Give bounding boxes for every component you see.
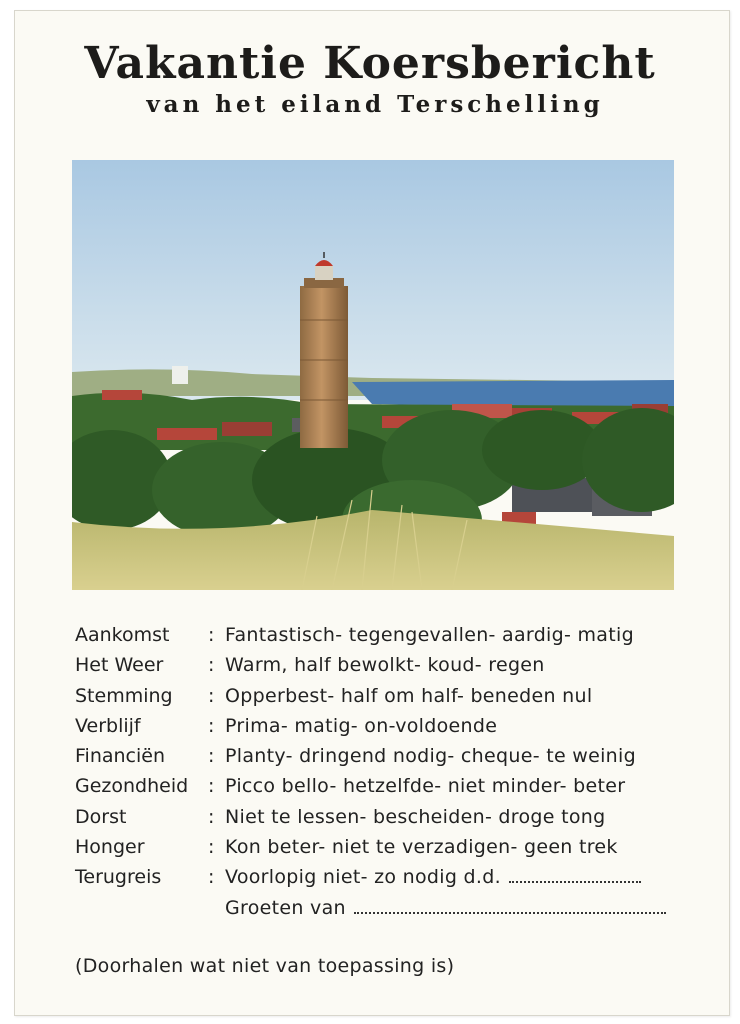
- row-aankomst: [75, 620, 715, 650]
- row-colon: :: [208, 654, 215, 677]
- row-options: Warm, half bewolkt- koud- regen: [225, 654, 545, 677]
- row-label: Gezondheid: [75, 775, 189, 798]
- row-options: Fantastisch- tegengevallen- aardig- matig: [225, 624, 634, 646]
- row-options-text: Voorlopig niet- zo nodig d.d.: [225, 866, 501, 889]
- row-gezondheid: [75, 771, 715, 801]
- greeting-line: [225, 893, 666, 923]
- name-fill-line: [354, 898, 666, 914]
- row-label: Het Weer: [75, 654, 164, 677]
- row-terugreis: [75, 862, 715, 892]
- row-stemming: [75, 681, 715, 711]
- row-colon: :: [208, 775, 215, 798]
- row-options: Kon beter- niet te verzadigen- geen trek: [225, 836, 618, 859]
- row-options: Niet te lessen- bescheiden- droge tong: [225, 805, 606, 828]
- row-options: Opperbest- half om half- beneden nul: [225, 684, 593, 707]
- row-groeten: [75, 893, 715, 923]
- date-fill-line: [509, 867, 641, 883]
- row-options: Prima- matig- on-voldoende: [225, 714, 498, 737]
- row-options: Picco bello- hetzelfde- niet minder- beter: [225, 775, 626, 798]
- footnote: (Doorhalen wat niet van toepassing is): [75, 955, 455, 977]
- row-colon: :: [208, 624, 215, 646]
- row-het-weer: [75, 650, 715, 680]
- row-label: Verblijf: [75, 714, 141, 737]
- row-colon: :: [208, 836, 215, 859]
- row-label: Aankomst: [75, 624, 170, 646]
- row-colon: :: [208, 684, 215, 707]
- row-label: Dorst: [75, 805, 127, 828]
- page-title: Vakantie Koersbericht: [84, 38, 656, 89]
- greeting-label: Groeten van: [225, 896, 346, 919]
- dune-grass: [72, 510, 674, 590]
- row-colon: :: [208, 745, 215, 768]
- row-colon: :: [208, 866, 215, 889]
- row-label: Financiën: [75, 745, 166, 768]
- row-colon: :: [208, 805, 215, 828]
- row-honger: [75, 832, 715, 862]
- row-dorst: [75, 802, 715, 832]
- row-options: Planty- dringend nodig- cheque- te weinig: [225, 745, 636, 768]
- row-colon: :: [208, 714, 215, 737]
- row-verblijf: [75, 711, 715, 741]
- lighthouse-photo: [72, 160, 674, 590]
- row-label: Terugreis: [75, 866, 162, 889]
- status-list: [75, 620, 715, 923]
- sky: [72, 160, 674, 400]
- row-label: Stemming: [75, 684, 173, 707]
- row-options: [225, 862, 641, 892]
- photo-illustration: [72, 160, 674, 590]
- distant-building: [172, 366, 188, 384]
- row-financien: [75, 741, 715, 771]
- row-label: Honger: [75, 836, 145, 859]
- page-subtitle: van het eiland Terschelling: [146, 91, 604, 118]
- lighthouse: [300, 252, 348, 448]
